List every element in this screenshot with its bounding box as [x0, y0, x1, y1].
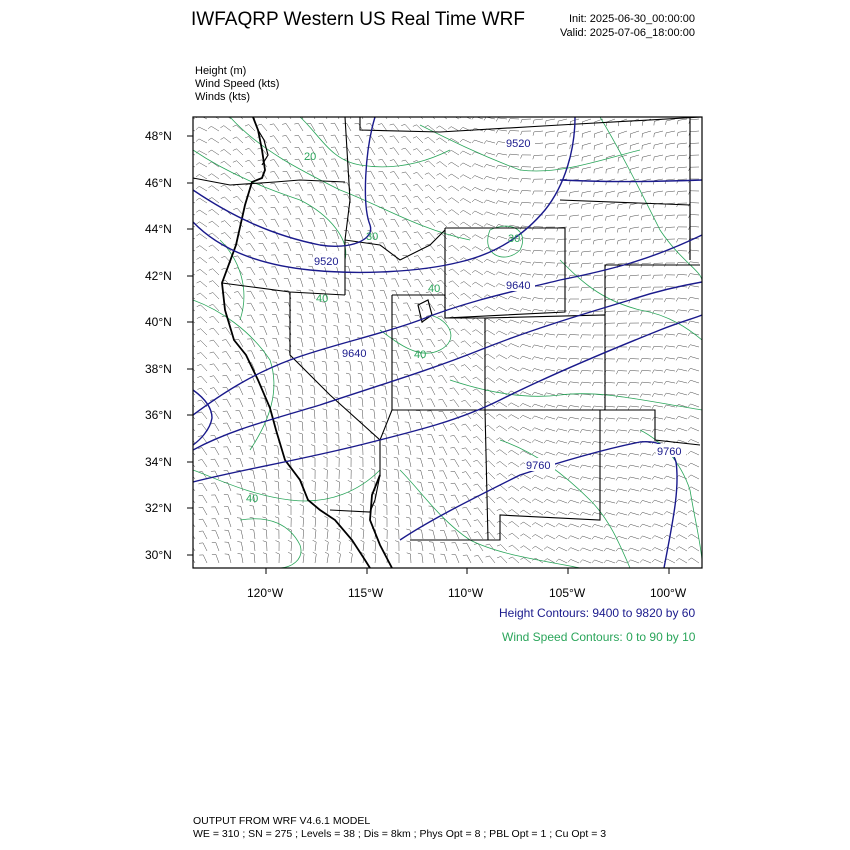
lon-tick-label: 110°W	[448, 586, 484, 600]
lon-tick-label: 115°W	[348, 586, 384, 600]
init-time: Init: 2025-06-30_00:00:00	[569, 13, 695, 25]
lon-tick-label: 120°W	[247, 586, 284, 600]
lat-axis	[145, 129, 193, 562]
lon-axis	[247, 568, 687, 600]
map-frame	[193, 117, 702, 568]
lat-tick-label: 36°N	[145, 408, 172, 422]
model-config-label: WE = 310 ; SN = 275 ; Levels = 38 ; Dis = 8km ; Phys Opt = 8 ; PBL Opt = 1 ; Cu Opt = 3	[193, 828, 607, 840]
wind-label: 40	[414, 349, 427, 361]
lat-tick-label: 48°N	[145, 129, 172, 143]
wind-label: 40	[428, 283, 441, 295]
border-id-west	[345, 117, 350, 295]
border-ne-ks	[605, 265, 700, 315]
variable-wind-speed: Wind Speed (kts)	[195, 78, 280, 90]
height-contour	[193, 235, 702, 415]
lat-tick-label: 30°N	[145, 548, 172, 562]
wind-contour-labels	[246, 151, 520, 505]
wind-label: 40	[316, 293, 329, 305]
border-wa-or	[193, 178, 345, 185]
height-label: 9640	[342, 348, 367, 360]
wind-label: 30	[366, 231, 379, 243]
height-label: 9760	[526, 460, 551, 472]
coast-gulf-ca	[370, 475, 392, 568]
wind-label: 20	[304, 151, 317, 163]
wind-contour	[400, 470, 580, 568]
lat-tick-label: 44°N	[145, 222, 172, 236]
wind-contour	[230, 117, 470, 240]
wind-contour	[300, 117, 450, 167]
height-contour	[193, 282, 702, 450]
lat-tick-label: 40°N	[145, 315, 172, 329]
wind-contour-legend: Wind Speed Contours: 0 to 90 by 10	[502, 630, 696, 644]
height-label: 9520	[506, 138, 531, 150]
variable-winds: Winds (kts)	[195, 91, 250, 103]
wind-contour	[193, 470, 380, 501]
height-label: 9640	[506, 280, 531, 292]
lat-tick-label: 46°N	[145, 176, 172, 190]
border-ca-nv	[290, 292, 380, 475]
state-borders	[193, 117, 702, 540]
lat-tick-label: 32°N	[145, 501, 172, 515]
height-contour-legend: Height Contours: 9400 to 9820 by 60	[499, 606, 696, 620]
wind-contour	[193, 300, 274, 450]
model-output-label: OUTPUT FROM WRF V4.6.1 MODEL	[193, 815, 371, 827]
lat-tick-label: 42°N	[145, 269, 172, 283]
lat-tick-label: 34°N	[145, 455, 172, 469]
border-id-mt	[345, 230, 445, 260]
height-contours	[193, 117, 702, 568]
height-contour-labels	[313, 136, 686, 472]
height-label: 9520	[314, 256, 339, 268]
valid-time: Valid: 2025-07-06_18:00:00	[560, 27, 695, 39]
wind-label: 40	[246, 493, 259, 505]
plot-title: IWFAQRP Western US Real Time WRF	[191, 9, 525, 30]
wind-contour	[500, 440, 630, 568]
border-co	[485, 315, 605, 410]
height-contour	[193, 315, 702, 482]
lon-tick-label: 100°W	[650, 586, 687, 600]
lat-tick-label: 38°N	[145, 362, 172, 376]
height-contour	[193, 390, 212, 445]
wind-contour	[240, 519, 301, 568]
wind-label: 30	[508, 233, 521, 245]
variable-height: Height (m)	[195, 65, 247, 77]
wind-contour	[380, 315, 451, 353]
lon-tick-label: 105°W	[549, 586, 586, 600]
border-ok	[600, 410, 700, 445]
wind-contour	[600, 117, 702, 280]
height-label: 9760	[657, 446, 682, 458]
wind-speed-contours	[193, 117, 702, 568]
